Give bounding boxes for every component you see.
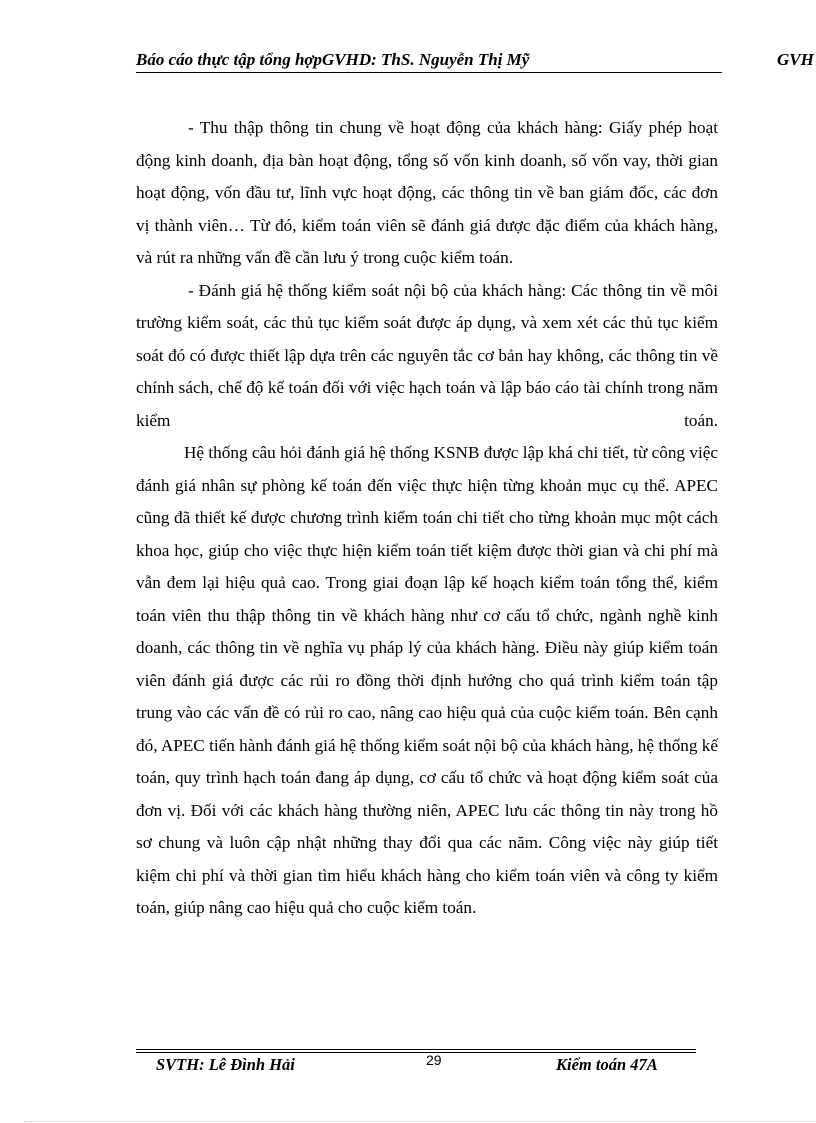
- footer-student: SVTH: Lê Đình Hải: [156, 1055, 295, 1074]
- page-edge-divider: [24, 1121, 816, 1122]
- paragraph-ksnb-questionnaire: Hệ thống câu hỏi đánh giá hệ thống KSNB được lập khá chi tiết, từ công việc đánh giá nhân sự phòng kế toán đến việc thực hiện từng khoản mục cụ thể. APEC cũng đã thiết kế được chương trình kiểm toán chi tiết cho từng khoản mục một cách khoa học, giúp cho việc thực hiện kiểm toán tiết kiệm được thời gian và chi phí mà vẫn đem lại hiệu quả cao. Trong giai đoạn lập kế hoạch kiểm toán tổng thể, kiểm toán viên thu thập thông tin về khách hàng như cơ cấu tổ chức, ngành nghề kinh doanh, các thông tin về nghĩa vụ pháp lý của khách hàng. Điều này giúp kiểm toán viên đánh giá được các rủi ro đồng thời định hướng cho quá trình kiểm toán tập trung vào các vấn đề có rủi ro cao, nâng cao hiệu quả của cuộc kiểm toán. Bên cạnh đó, APEC tiến hành đánh giá hệ thống kiểm soát nội bộ của khách hàng, hệ thống kế toán, quy trình hạch toán đang áp dụng, cơ cấu tổ chức và hoạt động kiểm soát của đơn vị. Đối với các khách hàng thường niên, APEC lưu các thông tin này trong hồ sơ chung và luôn cập nhật những thay đổi qua các năm. Công việc này giúp tiết kiệm chi phí và thời gian tìm hiểu khách hàng cho kiểm toán viên và công ty kiểm toán, giúp nâng cao hiệu quả cho cuộc kiểm toán.: [136, 443, 718, 917]
- paragraph-customer-info: - Thu thập thông tin chung về hoạt động của khách hàng: Giấy phép hoạt động kinh doanh, địa bàn hoạt động, tổng số vốn kinh doanh, số vốn vay, thời gian hoạt động, vốn đầu tư, lĩnh vực hoạt động, các thông tin về ban giám đốc, các đơn vị thành viên… Từ đó, kiểm toán viên sẽ đánh giá được đặc điểm của khách hàng, và rút ra những vấn đề cần lưu ý trong cuộc kiểm toán.: [136, 118, 718, 267]
- page-number: 29: [426, 1052, 442, 1068]
- footer-class: Kiểm toán 47A: [556, 1055, 658, 1074]
- page-body: [136, 112, 718, 925]
- header-right-text: GVH: [777, 50, 814, 69]
- header-title: Báo cáo thực tập tổng hợpGVHD: ThS. Nguyễn Thị Mỹ: [136, 50, 722, 73]
- page-header: [136, 50, 816, 76]
- footer-rule-bottom: [136, 1052, 696, 1053]
- paragraph-internal-control: - Đánh giá hệ thống kiểm soát nội bộ của khách hàng: Các thông tin về môi trường kiểm soát, các thủ tục kiểm soát được áp dụng, và xem xét các thủ tục kiểm soát đó có được thiết lập dựa trên các nguyên tắc cơ bản hay không, các thông tin về chính sách, chế độ kế toán đối với việc hạch toán và lập báo cáo tài chính trong năm kiểm toán.: [136, 280, 718, 430]
- footer-rule-top: [136, 1049, 696, 1050]
